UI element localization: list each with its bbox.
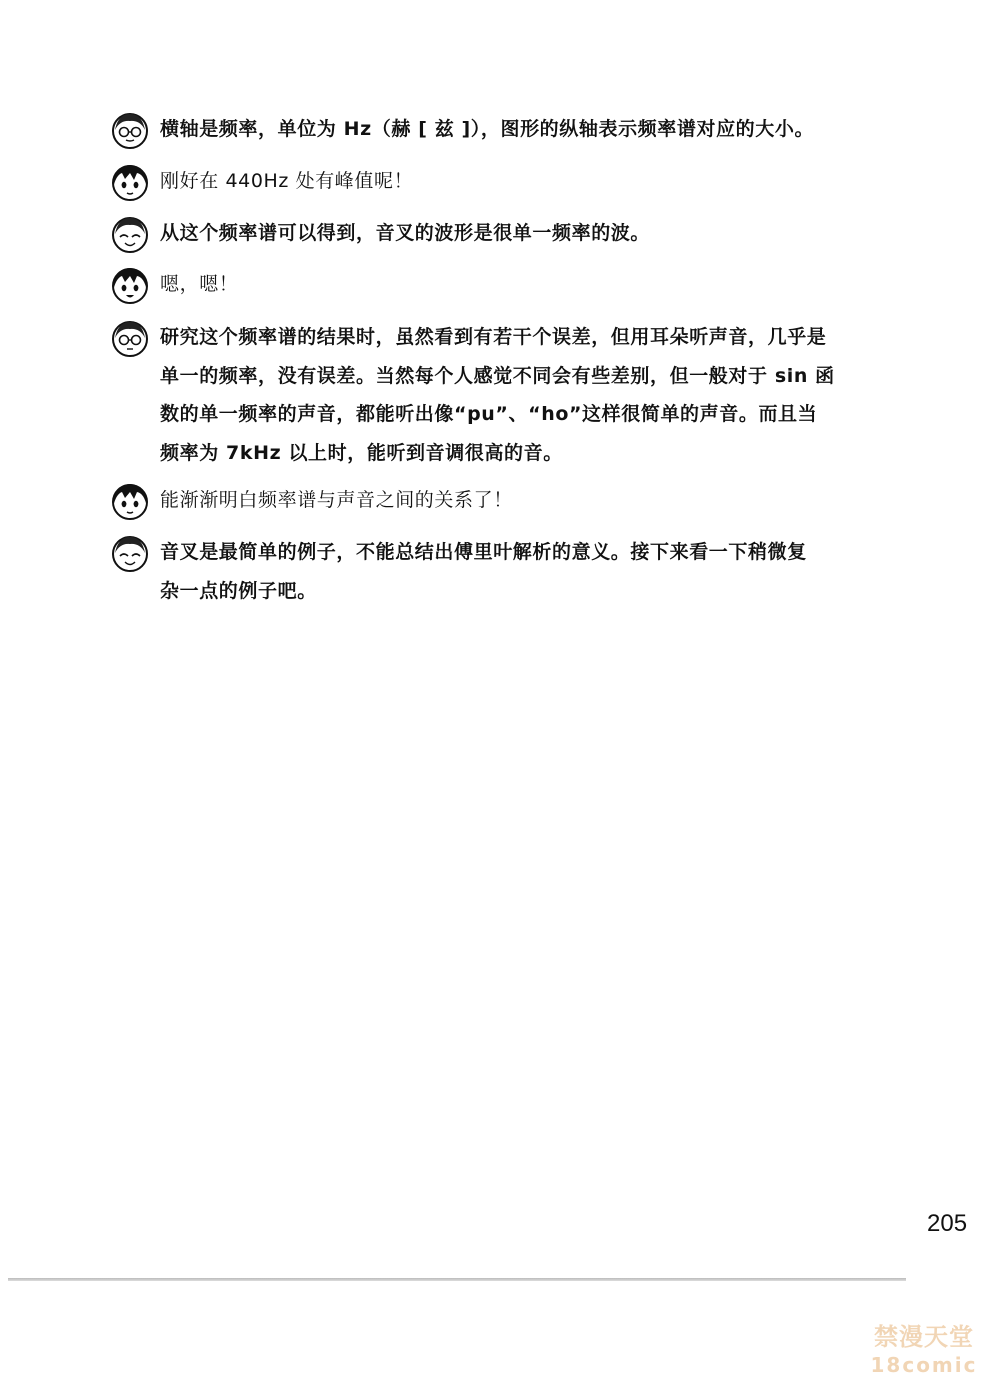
- glasses-girl-avatar-icon: [110, 110, 150, 150]
- dialogue-line-7: 音叉是最简单的例子，不能总结出傅里叶解析的意义。接下来看一下稍微复 杂一点的例子吧。: [160, 541, 807, 602]
- footer-rule: [8, 1278, 906, 1281]
- dialogue-line-4: 嗯，嗯！: [160, 273, 239, 295]
- black-hair-girl-avatar-icon: [110, 265, 150, 305]
- glasses-girl-avatar-icon: [110, 533, 150, 573]
- black-hair-girl-avatar-icon: [110, 481, 150, 521]
- page-number: 205: [927, 1210, 968, 1237]
- watermark-line1: 禁漫天堂: [874, 1323, 974, 1351]
- dialogue-line-6: 能渐渐明白频率谱与声音之间的关系了！: [160, 489, 513, 511]
- watermark-line2: 18comic: [870, 1353, 978, 1377]
- black-hair-girl-avatar-icon: [110, 162, 150, 202]
- dialogue-line-2: 刚好在 440Hz 处有峰值呢！: [160, 170, 414, 192]
- watermark-logo: [870, 1322, 978, 1386]
- glasses-girl-avatar-icon: [110, 318, 150, 358]
- dialogue-line-3: 从这个频率谱可以得到，音叉的波形是很单一频率的波。: [160, 222, 651, 244]
- dialogue-line-1: 横轴是频率，单位为 Hz（赫 [ 兹 ]），图形的纵轴表示频率谱对应的大小。: [160, 118, 815, 140]
- glasses-girl-avatar-icon: [110, 214, 150, 254]
- dialogue-line-5: 研究这个频率谱的结果时，虽然看到有若干个误差，但用耳朵听声音，几乎是 单一的频率，没有误差。当然每个人感觉不同会有些差别，但一般对于 sin 函 数的单一频率的声音，都能听出像“pu”、“ho”这样很简单的声音。而且当 频率为 7kHz 以上时，能听到音调很高的音。: [160, 326, 835, 464]
